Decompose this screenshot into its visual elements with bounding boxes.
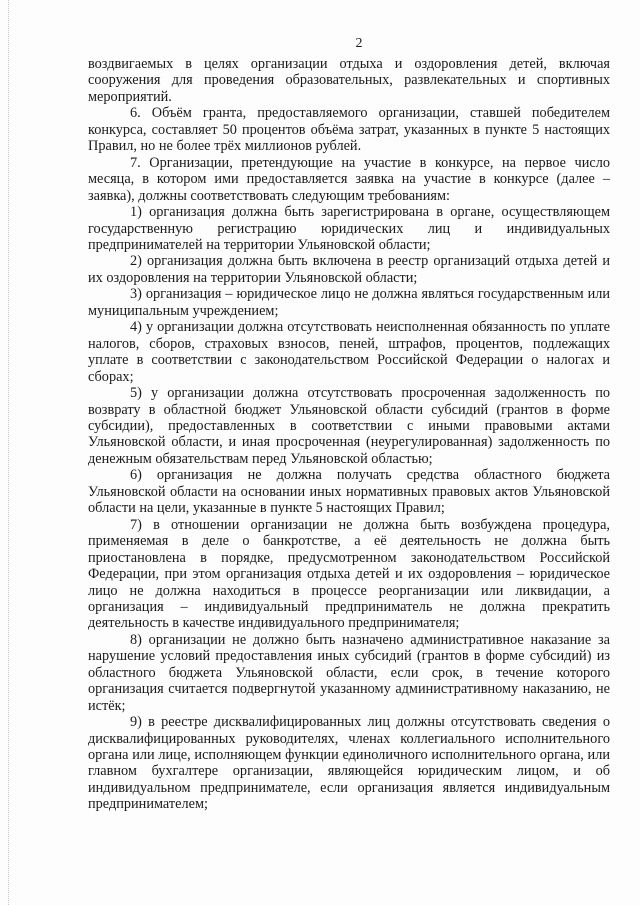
requirement-3: 3) организация – юридическое лицо не должна являться государственным или муниципальным учреждением; — [88, 286, 610, 319]
requirement-1: 1) организация должна быть зарегистрирована в органе, осуществляющем государственную регистрацию юридических лиц и индивидуальных предпринимателей на территории Ульяновской области; — [88, 204, 610, 253]
requirement-8: 8) организации не должно быть назначено административное наказание за нарушение условий предоставления иных субсидий (грантов в форме субсидий) из областного бюджета Ульяновской области, если срок, в течение которого организация считается подвергнутой указанному административному наказанию, не истёк; — [88, 631, 610, 714]
requirement-2: 2) организация должна быть включена в реестр организаций отдыха детей и их оздоровления на территории Ульяновской области; — [88, 253, 610, 286]
paragraph-continuation: воздвигаемых в целях организации отдыха и оздоровления детей, включая сооружения для проведения образовательных, развлекательных и спортивных мероприятий. — [88, 56, 610, 105]
document-body — [88, 56, 610, 813]
requirement-6: 6) организация не должна получать средства областного бюджета Ульяновской области на основании иных нормативных правовых актов Ульяновской области на цели, указанные в пункте 5 настоящих Правил; — [88, 467, 610, 517]
requirement-7: 7) в отношении организации не должна быть возбуждена процедура, применяемая в деле о банкротстве, а её деятельность не должна быть приостановлена в порядке, предусмотренном законодательством Российской Федерации, при этом организация отдыха детей и их оздоровления – юридическое лицо не должна находиться в процессе реорганизации или ликвидации, а организация – индивидуальный предприниматель не должна прекратить деятельность в качестве индивидуального предпринимателя; — [88, 516, 610, 632]
paragraph-item-6: 6. Объём гранта, предоставляемого организации, ставшей победителем конкурса, составляет 50 процентов объёма затрат, указанных в пункте 5 настоящих Правил, но не более трёх миллионов рублей. — [88, 105, 610, 155]
paragraph-item-7: 7. Организации, претендующие на участие в конкурсе, на первое число месяца, в котором ими предоставляется заявка на участие в конкурсе (далее – заявка), должны соответствовать следующим требованиям: — [88, 154, 610, 204]
requirement-9: 9) в реестре дисквалифицированных лиц должны отсутствовать сведения о дисквалифицированных руководителях, членах коллегиального исполнительного органа или лице, исполняющем функции единоличного исполнительного органа, или главном бухгалтере организации, являющейся юридическим лицом, и об индивидуальном предпринимателе, если организация является индивидуальным предпринимателем; — [88, 714, 610, 813]
margin-rule — [8, 0, 9, 905]
page-number: 2 — [355, 36, 363, 51]
requirement-4: 4) у организации должна отсутствовать неисполненная обязанность по уплате налогов, сборов, страховых взносов, пеней, штрафов, процентов, подлежащих уплате в соответствии с законодательством Российской Федерации о налогах и сборах; — [88, 319, 610, 385]
requirement-5: 5) у организации должна отсутствовать просроченная задолженность по возврату в областной бюджет Ульяновской области субсидий (грантов в форме субсидии), предоставленных в соответствии с иными правовыми актами Ульяновской области, и иная просроченная (неурегулированная) задолженность по денежным обязательствам перед Ульяновской областью; — [88, 385, 610, 467]
